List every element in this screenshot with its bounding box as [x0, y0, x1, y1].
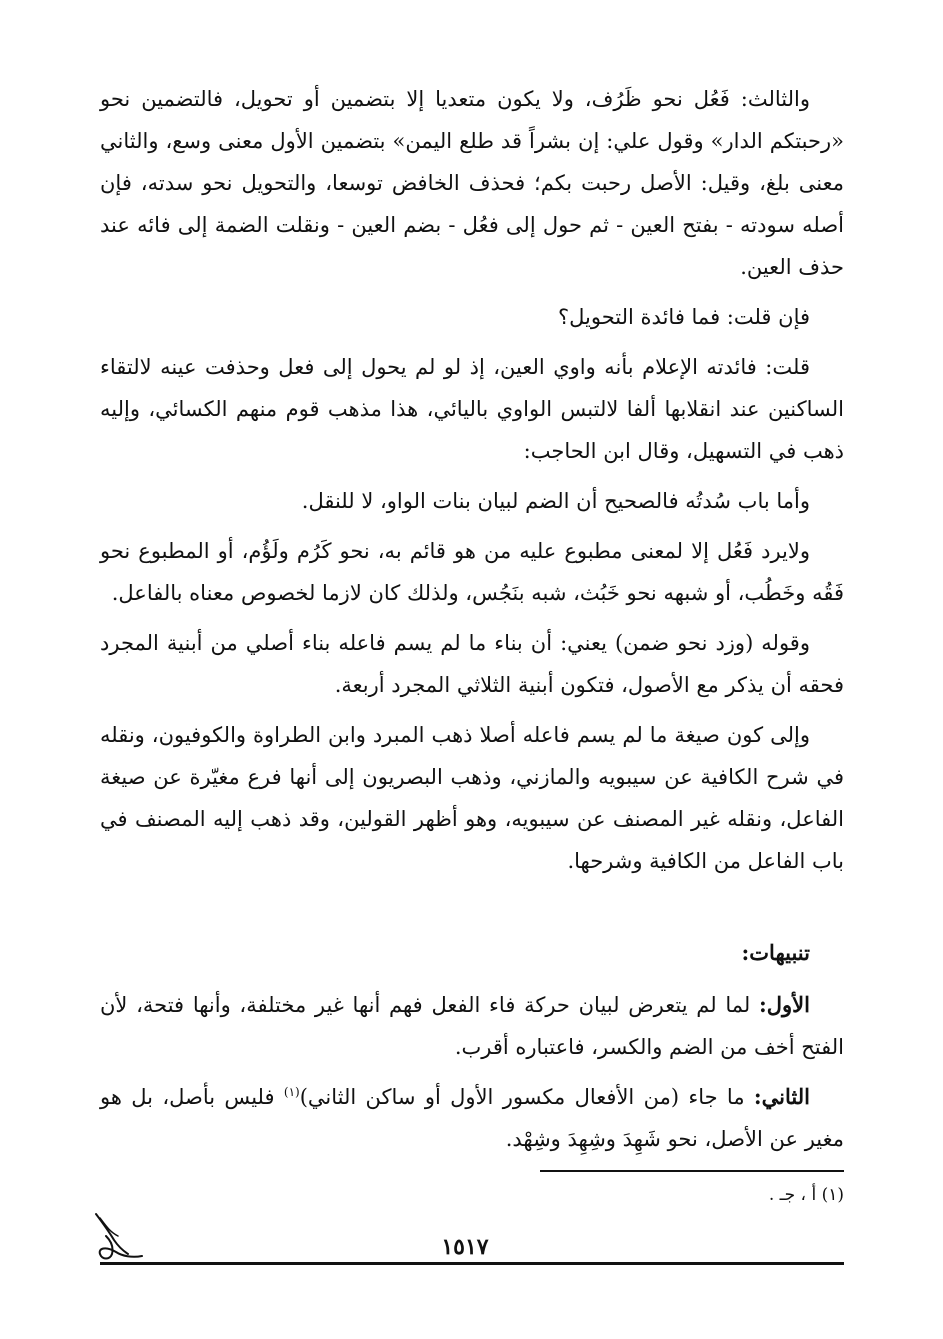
- notes-section: [100, 932, 844, 1160]
- scribble-flourish-icon: [88, 1206, 148, 1266]
- note-second-text-a: ما جاء (من الأفعال مكسور الأول أو ساكن الثاني): [299, 1085, 754, 1109]
- paragraph-answer: قلت: فائدته الإعلام بأنه واوي العين، إذ لو لم يحول إلى فعل وحذفت عينه لالتقاء الساكنين عند انقلابها ألفا لالتبس الواوي باليائي، هذا مذهب قوم منهم الكسائي، وإليه ذهب في التسهيل، وقال ابن الحاجب:: [100, 355, 844, 463]
- note-first-label: الأول:: [759, 992, 810, 1017]
- footnote-divider: [540, 1170, 844, 1172]
- footnote-mark: (١): [283, 1085, 300, 1099]
- notes-heading: تنبيهات:: [741, 940, 810, 965]
- paragraph-ibn-hajib-quote: وأما باب سُدتُه فالصحيح أن الضم لبيان بنات الواو، لا للنقل.: [301, 489, 810, 513]
- note-first-text: لما لم يتعرض لبيان حركة فاء الفعل فهم أنها غير مختلفة، وأنها فتحة، لأن الفتح أخف من الضم والكسر، فاعتباره أقرب.: [100, 993, 844, 1059]
- main-text: [100, 78, 844, 882]
- paragraph-opinions: وإلى كون صيغة ما لم يسم فاعله أصلا ذهب المبرد وابن الطراوة والكوفيون، ونقله في شرح الكافية عن سيبويه والمازني، وذهب البصريون إلى أنها فرع مغيّرة عن صيغة الفاعل، ونقله غير المصنف عن سيبويه، وهو أظهر القولين، وقد ذهب إليه المصنف في باب الفاعل من الكافية وشرحها.: [100, 723, 844, 873]
- bottom-divider: [100, 1262, 844, 1265]
- paragraph-question: فإن قلت: فما فائدة التحويل؟: [558, 305, 810, 329]
- paragraph-faul-meaning: ولايرد فَعُل إلا لمعنى مطبوع عليه من هو قائم به، نحو كَرُم ولَؤُم، أو المطبوع نحو فَقُه وخَطُب، أو شبهه نحو خَبُث، شبه بنَجُس، ولذلك كان لازما لخصوص معناه بالفاعل.: [100, 539, 844, 605]
- paragraph-passive-form: وقوله (وزد نحو ضمن) يعني: أن بناء ما لم يسم فاعله بناء أصلي من أبنية المجرد فحقه أن يذكر مع الأصول، فتكون أبنية الثلاثي المجرد أربعة.: [100, 631, 844, 697]
- note-second: [100, 1076, 844, 1160]
- page-number: ١٥١٧: [441, 1234, 489, 1260]
- paragraph-third-form: والثالث: فَعُل نحو ظَرُف، ولا يكون متعديا إلا بتضمين أو تحويل، فالتضمين نحو «رحبتكم الدار» وقول علي: إن بشراً قد طلع اليمن» بتضمين الأول معنى وسع، والثاني معنى بلغ، وقيل: الأصل رحبت بكم؛ فحذف الخافض توسعا، والتحويل نحو سدته، فإن أصله سودته - بفتح العين - ثم حول إلى فعُل - بضم العين - ونقلت الضمة إلى فائه عند حذف العين.: [100, 87, 844, 279]
- note-second-label: الثاني:: [753, 1084, 810, 1109]
- note-second-text-b: فليس بأصل، بل هو مغير عن الأصل، نحو شَهِدَ وشِهِدَ وشِهْد.: [100, 1085, 844, 1151]
- note-first: [100, 984, 844, 1068]
- footnote: (١) أ ، جـ .: [768, 1185, 844, 1205]
